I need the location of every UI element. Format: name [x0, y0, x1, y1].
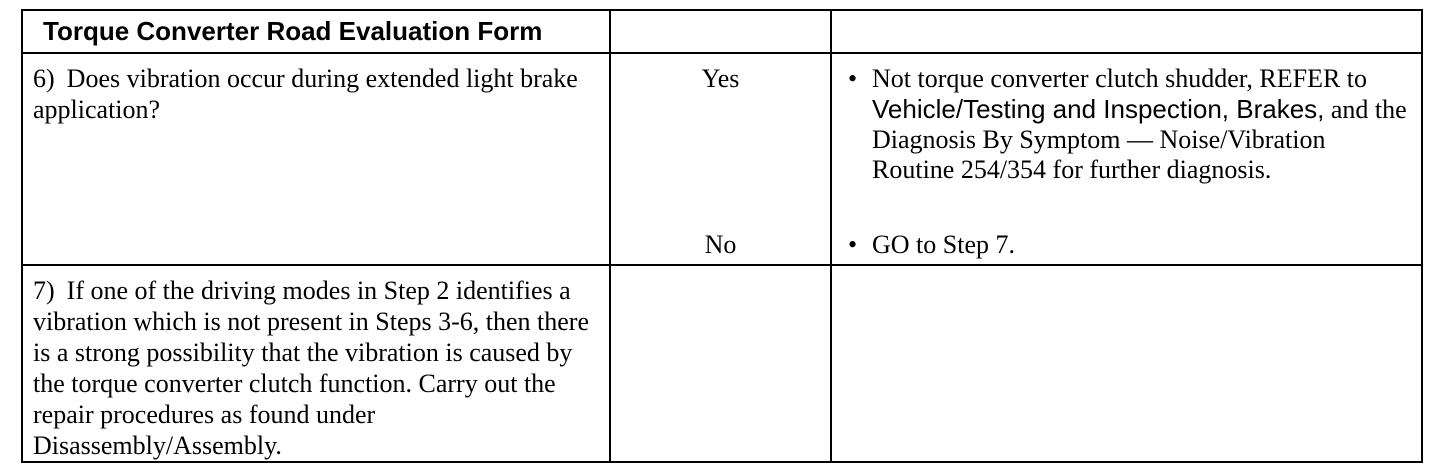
header-empty-cell-answer: [610, 10, 831, 53]
yes-action-tail: and the Diagnosis By Symptom — Noise/Vibration Routine 254/354 for further diagnosis.: [872, 95, 1407, 184]
yes-action-lead: Not torque converter clutch shudder, REFER to: [872, 64, 1368, 93]
step-7-number: 7): [33, 276, 55, 305]
step-6-answer-cell: [610, 53, 831, 265]
step-6-row: [22, 53, 1422, 265]
step-6-action-cell: [831, 53, 1422, 265]
step-6-no-action-text: GO to Step 7.: [872, 230, 1015, 259]
header-empty-cell-action: [831, 10, 1422, 53]
bullet-icon: •: [848, 230, 858, 259]
step-6-yes-action-text: [872, 64, 1411, 185]
evaluation-form-table: [21, 9, 1423, 463]
step-7-body: If one of the driving modes in Step 2 identifies a vibration which is not present in Steps 3-6, then there is a strong possibility that the vibration is caused by the torque converter clutch function. Carry out the repair procedures as found under Disassembly/Assembly.: [33, 276, 590, 460]
step-7-text-cell: [22, 265, 610, 462]
yes-action-reference: Vehicle/Testing and Inspection, Brakes,: [872, 94, 1325, 124]
step-7-text: [23, 266, 609, 461]
step-7-empty-answer-cell: [610, 265, 831, 462]
step-6-no-action: [848, 230, 1411, 260]
step-7-empty-action-cell: [831, 265, 1422, 462]
bullet-icon: •: [848, 64, 858, 93]
step-6-no-label: No: [704, 230, 737, 259]
step-6-yes-action: [848, 64, 1411, 185]
header-row: [22, 10, 1422, 53]
form-title-cell: [22, 10, 610, 53]
step-6-yes-label: Yes: [701, 64, 740, 93]
step-6-question: [23, 54, 609, 125]
form-title: Torque Converter Road Evaluation Form: [43, 16, 543, 46]
step-6-number: 6): [33, 64, 55, 93]
step-6-question-text: Does vibration occur during extended light brake application?: [33, 64, 578, 124]
step-6-question-cell: [22, 53, 610, 265]
step-7-row: [22, 265, 1422, 462]
